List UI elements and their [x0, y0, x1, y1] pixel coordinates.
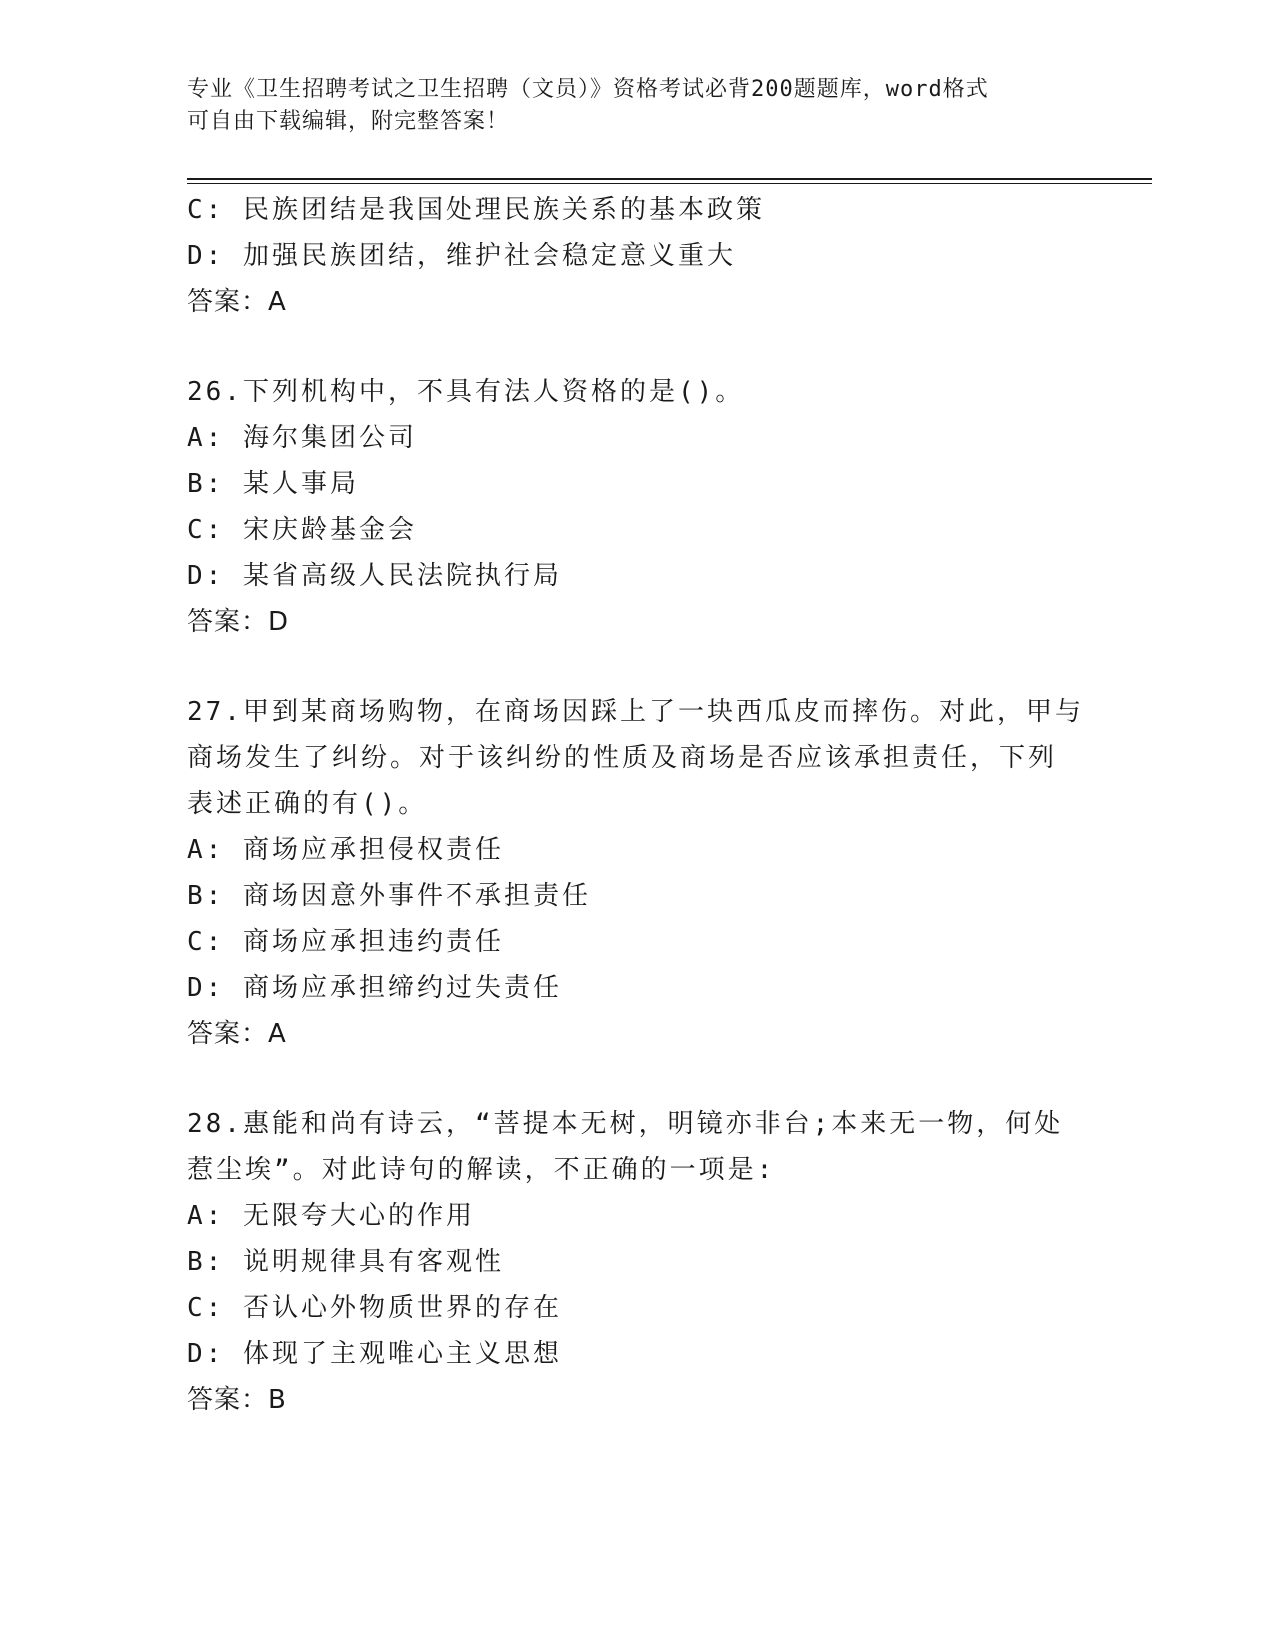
header-divider-thick	[187, 178, 1152, 180]
header-divider-thin	[187, 183, 1152, 184]
option-a: A: 无限夸大心的作用	[187, 1201, 475, 1231]
question-text-line-2: 惹尘埃”。对此诗句的解读，不正确的一项是:	[187, 1155, 776, 1185]
question-27	[187, 689, 1087, 1057]
document-header	[187, 74, 1077, 138]
header-line-1: 专业《卫生招聘考试之卫生招聘（文员）》资格考试必背200题题库，word格式	[187, 77, 989, 102]
question-text-line-1: 27.甲到某商场购物，在商场因踩上了一块西瓜皮而摔伤。对此，甲与	[187, 697, 1084, 727]
question-text-line-2: 商场发生了纠纷。对于该纠纷的性质及商场是否应该承担责任，下列	[187, 743, 1058, 773]
option-d: D: 商场应承担缔约过失责任	[187, 973, 562, 1003]
option-d: D: 体现了主观唯心主义思想	[187, 1339, 562, 1369]
option-b: B: 商场因意外事件不承担责任	[187, 881, 591, 911]
question-text: 26.下列机构中，不具有法人资格的是()。	[187, 377, 745, 407]
option-c: C: 民族团结是我国处理民族关系的基本政策	[187, 195, 765, 225]
option-c: C: 否认心外物质世界的存在	[187, 1293, 562, 1323]
answer-line: 答案：D	[187, 607, 290, 637]
header-line-2: 可自由下载编辑，附完整答案！	[187, 109, 510, 134]
answer-line: 答案：A	[187, 287, 287, 317]
option-b: B: 说明规律具有客观性	[187, 1247, 504, 1277]
option-c: C: 商场应承担违约责任	[187, 927, 504, 957]
option-d: D: 加强民族团结，维护社会稳定意义重大	[187, 241, 736, 271]
option-a: A: 海尔集团公司	[187, 423, 417, 453]
answer-line: 答案：B	[187, 1385, 287, 1415]
option-a: A: 商场应承担侵权责任	[187, 835, 504, 865]
option-b: B: 某人事局	[187, 469, 359, 499]
question-list	[187, 187, 1087, 1423]
question-text-line-1: 28.惠能和尚有诗云，“菩提本无树，明镜亦非台;本来无一物，何处	[187, 1109, 1064, 1139]
answer-line: 答案：A	[187, 1019, 287, 1049]
question-text-line-3: 表述正确的有()。	[187, 789, 428, 819]
prev-question-tail	[187, 187, 1087, 325]
option-c: C: 宋庆龄基金会	[187, 515, 417, 545]
question-26	[187, 369, 1087, 645]
question-28	[187, 1101, 1087, 1423]
option-d: D: 某省高级人民法院执行局	[187, 561, 562, 591]
